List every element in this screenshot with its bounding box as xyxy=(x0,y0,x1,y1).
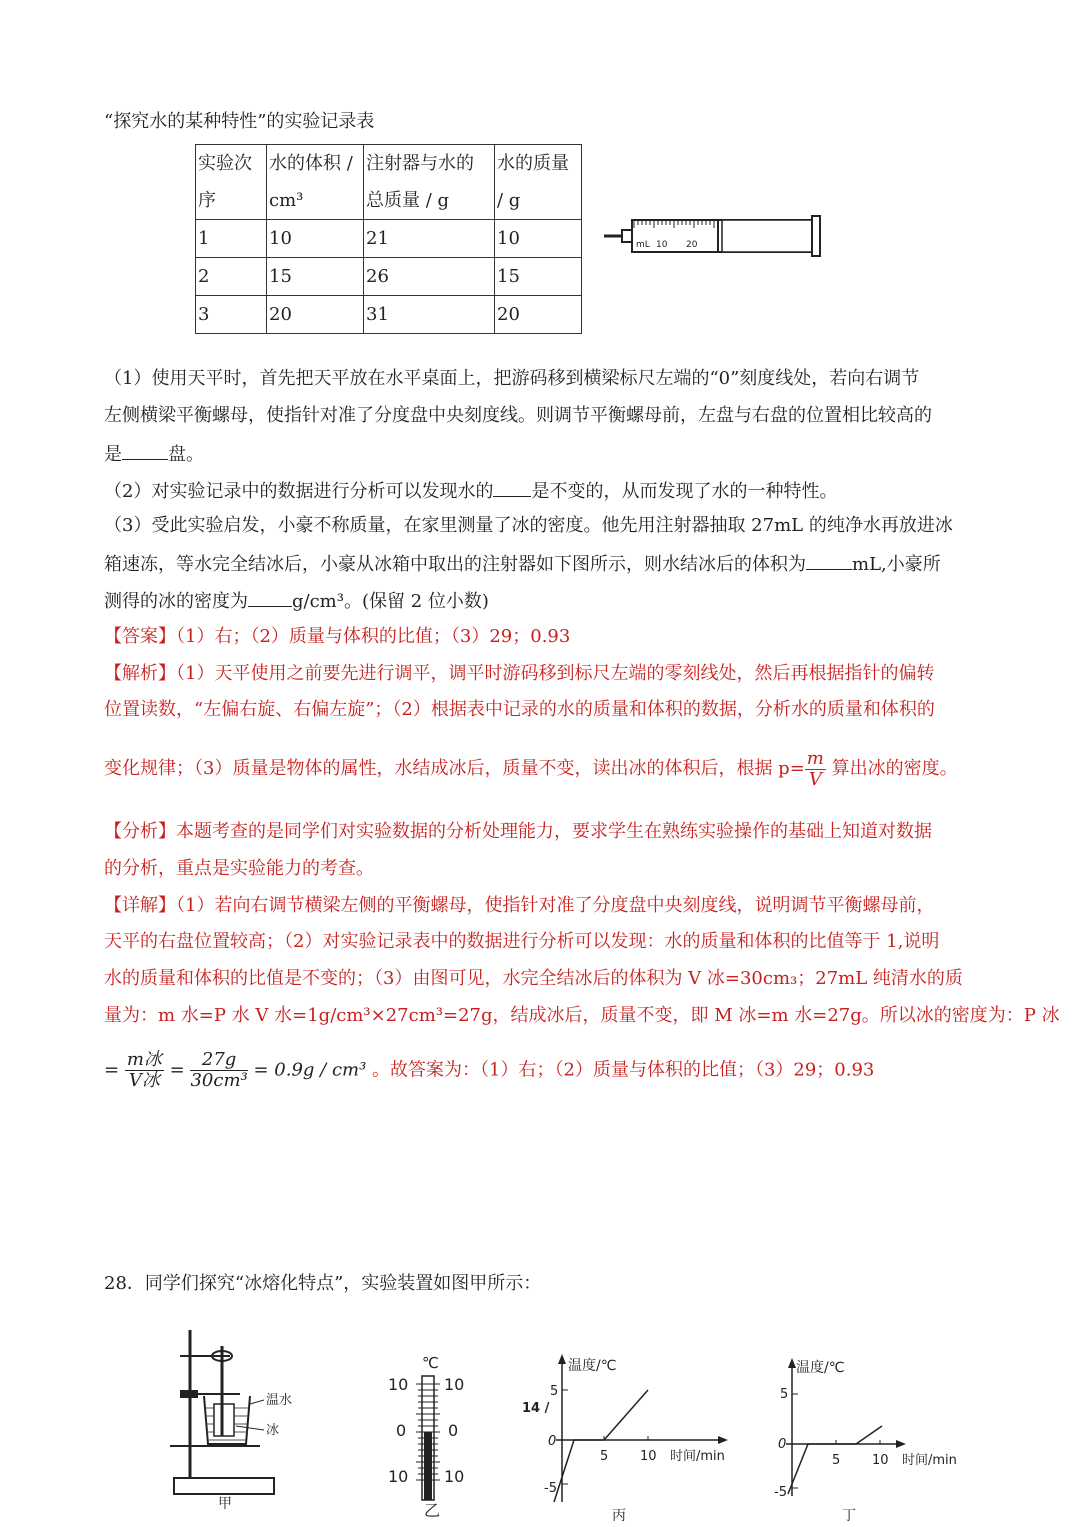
detail-line1: 【详解】（1）若向右调节横梁左侧的平衡螺母，使指针对准了分度盘中央刻度线，说明调节平衡螺母前， xyxy=(104,895,935,916)
q3-line3: 测得的冰的密度为 g/cm³。(保留 2 位小数) xyxy=(104,591,489,612)
caption-bing: 丙 xyxy=(612,1508,626,1524)
bing-x5: 5 xyxy=(600,1449,609,1464)
table-cell: 20 xyxy=(267,296,364,334)
density-fraction: $\frac{m}{V}$ xyxy=(806,747,824,790)
table-cell: 3 xyxy=(196,296,267,334)
analysis-line2: 位置读数，“左偏右旋、右偏左旋”；（2）根据表中记录的水的质量和体积的数据，分析水的质量和体积的 xyxy=(104,699,935,720)
table-cell: 26 xyxy=(364,258,495,296)
table-cell: 2 xyxy=(196,258,267,296)
ding-xlabel: 时间/min xyxy=(902,1453,957,1468)
table-cell: 10 xyxy=(495,220,582,258)
table-header-row xyxy=(196,145,582,220)
analysis-line1: 【解析】（1）天平使用之前要先进行调平，调平时游码移到标尺左端的零刻线处，然后再根据指针的偏转 xyxy=(104,663,935,684)
answer-blank[interactable] xyxy=(493,480,531,497)
answer-blank[interactable] xyxy=(122,443,168,460)
detail-line4: 量为：m 水=P 水 V 水=1g/cm³×27cm³=27g，结成冰后，质量不变，即 M 冰=m 水=27g。所以冰的密度为：P 冰 xyxy=(104,1005,1060,1026)
answer-line: 【答案】（1）右；（2）质量与体积的比值；（3）29；0.93 xyxy=(104,626,571,647)
detail-line3: 水的质量和体积的比值是不变的；（3）由图可见，水完全结冰后的体积为 V 冰=30cm₃；27mL 纯清水的质 xyxy=(104,968,963,989)
density-equation: = $\frac{\text{m冰}}{\text{V冰}}$ = $\frac{27g}{\text{30cm³}}$ = 0.9g / cm³ 。故答案为：（1）右；（2）质量与体积的比值；（3）29；0.93 xyxy=(104,1049,875,1091)
tick-left-0: 0 xyxy=(396,1421,407,1440)
figure-jia-apparatus xyxy=(160,1326,300,1516)
answer-blank[interactable] xyxy=(248,590,292,607)
syringe-tick-10: 10 xyxy=(656,240,668,250)
syringe-unit: mL xyxy=(636,240,650,250)
ding-y0: 0 xyxy=(778,1437,787,1452)
label-ice: 冰 xyxy=(266,1423,280,1438)
figure-ding-graph xyxy=(770,1352,990,1524)
bing-mark: 14 / xyxy=(522,1401,550,1416)
table-cell: 1 xyxy=(196,220,267,258)
figure-yi-thermometer xyxy=(380,1350,490,1520)
bing-ylabel: 温度/℃ xyxy=(568,1358,617,1374)
equation-fraction-2: $\frac{27g}{\text{30cm³}}$ xyxy=(190,1049,248,1091)
answer-blank[interactable] xyxy=(806,553,852,570)
analysis-line3: 变化规律；（3）质量是物体的属性，水结成冰后，质量不变，读出冰的体积后，根据 p= $\frac{m}{V}$ 算出冰的密度。 xyxy=(104,747,958,790)
tick-left-10-bottom: 10 xyxy=(388,1467,409,1486)
table-row xyxy=(196,296,582,334)
table-title: “探究水的某种特性”的实验记录表 xyxy=(104,111,375,132)
ding-x5: 5 xyxy=(832,1453,841,1468)
equation-fraction-1: $\frac{\text{m冰}}{\text{V冰}}$ xyxy=(126,1049,162,1091)
detail-line2: 天平的右盘位置较高；（2）对实验记录表中的数据进行分析可以发现：水的质量和体积的比值等于 1,说明 xyxy=(104,931,940,952)
q3-line2: 箱速冻，等水完全结冰后，小豪从冰箱中取出的注射器如下图所示，则水结冰后的体积为 mL,小豪所 xyxy=(104,554,941,575)
tick-right-0: 0 xyxy=(448,1421,459,1440)
thermometer-unit: ℃ xyxy=(422,1354,439,1372)
table-row xyxy=(196,258,582,296)
table-cell: 20 xyxy=(495,296,582,334)
bing-ym5: -5 xyxy=(544,1481,557,1496)
q3-line1: （3）受此实验启发，小豪不称质量，在家里测量了冰的密度。他先用注射器抽取 27mL 的纯净水再放进冰 xyxy=(104,515,953,536)
table-cell: 10 xyxy=(267,220,364,258)
q1-line2: 左侧横梁平衡螺母，使指针对准了分度盘中央刻度线。则调节平衡螺母前，左盘与右盘的位置相比较高的 xyxy=(104,405,932,426)
fenxi-line1: 【分析】本题考查的是同学们对实验数据的分析处理能力，要求学生在熟练实验操作的基础上知道对数据 xyxy=(104,821,932,842)
ding-ylabel: 温度/℃ xyxy=(796,1360,845,1376)
record-table xyxy=(195,144,582,334)
ding-ym5: -5 xyxy=(774,1485,787,1500)
figure-bing-graph xyxy=(520,1352,740,1524)
fenxi-line2: 的分析，重点是实验能力的考查。 xyxy=(104,858,374,879)
bing-y0: 0 xyxy=(548,1434,557,1449)
q28-text: 28．同学们探究“冰熔化特点”，实验装置如图甲所示： xyxy=(104,1273,542,1294)
table-cell: 31 xyxy=(364,296,495,334)
syringe-tick-20: 20 xyxy=(686,240,698,250)
caption-yi: 乙 xyxy=(424,1501,441,1520)
header-cell: 注射器与水的 总质量 / g xyxy=(364,145,495,220)
q2-line: （2）对实验记录中的数据进行分析可以发现水的 是不变的，从而发现了水的一种特性。 xyxy=(104,481,838,502)
table-cell: 15 xyxy=(267,258,364,296)
table-row xyxy=(196,220,582,258)
ding-y5: 5 xyxy=(780,1387,789,1402)
label-warm-water: 温水 xyxy=(266,1393,293,1408)
tick-right-10-bottom: 10 xyxy=(444,1467,465,1486)
caption-ding: 丁 xyxy=(842,1508,856,1524)
ding-x10: 10 xyxy=(872,1453,889,1468)
table-cell: 15 xyxy=(495,258,582,296)
q1-line1: （1）使用天平时，首先把天平放在水平桌面上，把游码移到横梁标尺左端的“0”刻度线处，若向右调节 xyxy=(104,368,920,389)
q1-line3: 是 盘。 xyxy=(104,444,204,465)
bing-y5: 5 xyxy=(550,1384,559,1399)
tick-right-10-top: 10 xyxy=(444,1375,465,1394)
header-cell: 水的体积 / cm³ xyxy=(267,145,364,220)
header-cell: 实验次 序 xyxy=(196,145,267,220)
bing-xlabel: 时间/min xyxy=(670,1449,725,1464)
tick-left-10-top: 10 xyxy=(388,1375,409,1394)
answer-tag: 【答案】 xyxy=(104,626,176,647)
caption-jia: 甲 xyxy=(218,1496,232,1512)
table-cell: 21 xyxy=(364,220,495,258)
header-cell: 水的质量 / g xyxy=(495,145,582,220)
syringe-figure xyxy=(600,212,840,260)
bing-x10: 10 xyxy=(640,1449,657,1464)
